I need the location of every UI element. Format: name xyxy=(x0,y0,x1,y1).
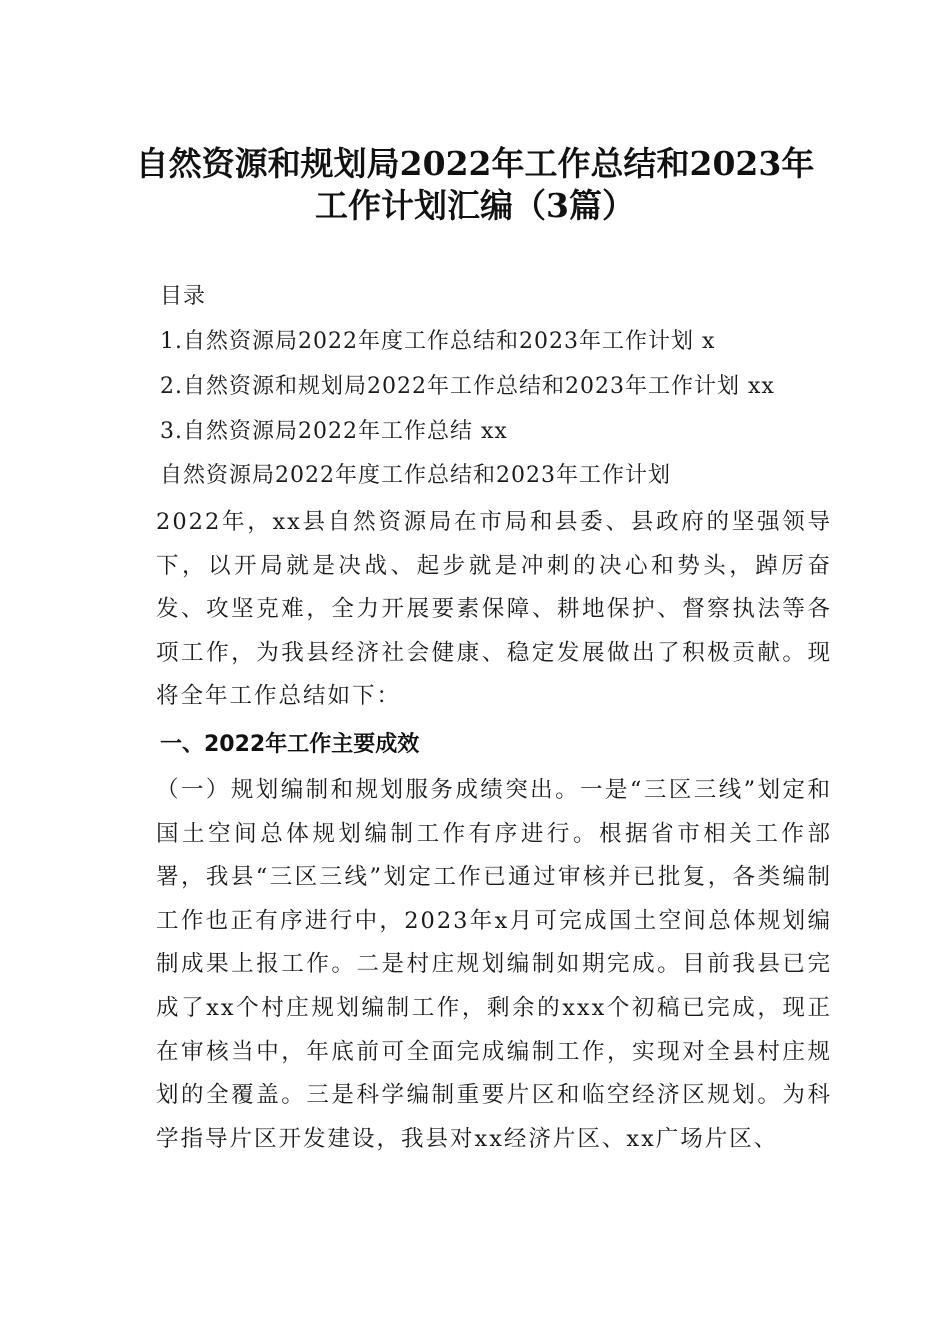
toc-item-2: 2.自然资源和规划局2022年工作总结和2023年工作计划 xx xyxy=(160,374,775,399)
document-title-line-1: 自然资源和规划局2022年工作总结和2023年 xyxy=(135,144,815,183)
intro-paragraph xyxy=(120,501,832,719)
document-title-line-2: 工作计划汇编（3篇） xyxy=(315,186,635,225)
body-paragraph xyxy=(120,769,832,1161)
heading-achievements: 一、2022年工作主要成效 xyxy=(160,732,420,757)
intro-paragraph-text: 2022年，xx县自然资源局在市局和县委、县政府的坚强领导下，以开局就是决战、起步就是冲刺的决心和势头，踔厉奋发、攻坚克难，全力开展要素保障、耕地保护、督察执法等各项工作，为我县经济社会健康、稳定发展做出了积极贡献。现将全年工作总结如下： xyxy=(156,509,832,710)
section-title: 自然资源局2022年度工作总结和2023年工作计划 xyxy=(160,463,671,488)
toc-item-1: 1.自然资源局2022年度工作总结和2023年工作计划 x xyxy=(160,329,716,354)
body-paragraph-text: （一）规划编制和规划服务成绩突出。一是“三区三线”划定和国土空间总体规划编制工作有序进行。根据省市相关工作部署，我县“三区三线”划定工作已通过审核并已批复，各类编制工作也正有序进行中，2023年x月可完成国土空间总体规划编制成果上报工作。二是村庄规划编制如期完成。目前我县已完成了xx个村庄规划编制工作，剩余的xxx个初稿已完成，现正在审核当中，年底前可全面完成编制工作，实现对全县村庄规划的全覆盖。三是科学编制重要片区和临空经济区规划。为科学指导片区开发建设，我县对xx经济片区、xx广场片区、 xyxy=(156,777,832,1152)
toc-label: 目录 xyxy=(160,284,207,309)
toc-item-3: 3.自然资源局2022年工作总结 xx xyxy=(160,419,508,444)
